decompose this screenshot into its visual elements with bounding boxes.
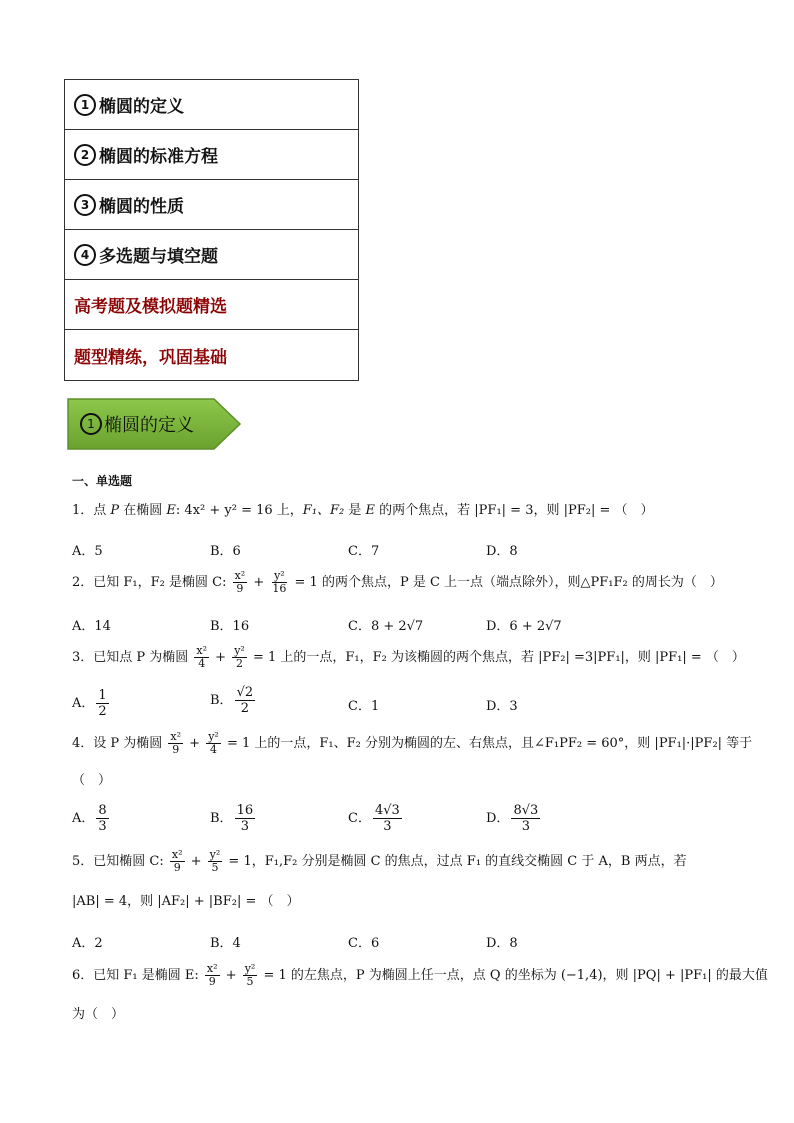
q5-text: = 1，F₁,F₂ 分别是椭圆 C 的焦点，过点 F₁ 的直线交椭圆 C 于 A，B 两点，若 — [224, 854, 687, 869]
plus-sign: + — [186, 854, 206, 869]
plus-sign: + — [185, 736, 205, 751]
toc-item-2[interactable] — [65, 130, 358, 180]
numerator: √2 — [236, 685, 254, 700]
q1-var: E — [166, 503, 176, 518]
option-letter: B． — [210, 693, 233, 708]
q5-option-d[interactable]: D．8 — [486, 936, 518, 951]
table-of-contents — [64, 79, 359, 381]
circled-number-icon: 4 — [74, 244, 96, 266]
q4-option-c[interactable] — [348, 803, 404, 834]
q1-text: 1．点 — [72, 503, 111, 518]
q3-option-a[interactable] — [72, 688, 111, 719]
numerator: 4√3 — [374, 803, 400, 818]
toc-item-label: 题型精练，巩固基础 — [74, 347, 227, 368]
q4-text: 4．设 P 为椭圆 — [72, 736, 167, 751]
numerator: y² — [244, 962, 256, 975]
q4-option-d[interactable] — [486, 803, 542, 834]
fraction — [270, 570, 288, 595]
fraction — [208, 849, 223, 874]
q5-option-c[interactable]: C．6 — [348, 936, 380, 951]
denominator: 5 — [246, 975, 254, 988]
plus-sign: + — [211, 650, 231, 665]
toc-item-1[interactable] — [65, 80, 358, 130]
q5-option-a[interactable]: A．2 — [72, 936, 103, 951]
fraction — [96, 803, 108, 834]
q1-var: P — [110, 503, 120, 518]
option-letter: A． — [72, 811, 95, 826]
section-banner — [66, 397, 242, 451]
circled-number-icon: 3 — [74, 194, 96, 216]
denominator: 3 — [240, 819, 249, 834]
toc-item-practice[interactable] — [65, 330, 358, 380]
question-2 — [72, 570, 723, 595]
circled-number-icon: 1 — [80, 413, 102, 435]
numerator: y² — [208, 730, 219, 743]
question-4 — [72, 731, 752, 756]
q4-text: = 1 上的一点，F₁、F₂ 分别为椭圆的左、右焦点，且∠F₁PF₂ = 60°，则 |PF₁|·|PF₂| 等于 — [222, 736, 753, 751]
numerator: x² — [170, 730, 182, 743]
q1-option-d[interactable]: D．8 — [486, 544, 518, 559]
denominator: 9 — [236, 582, 244, 595]
q3-text: = 1 上的一点，F₁，F₂ 为该椭圆的两个焦点，若 |PF₂| =3|PF₁|，则 |PF₁| = （ ） — [248, 650, 745, 665]
denominator: 2 — [98, 704, 107, 719]
toc-item-label: 多选题与填空题 — [99, 247, 218, 267]
q2-option-c[interactable]: C．8 + 2√7 — [348, 619, 424, 634]
q3-text: 3．已知点 P 为椭圆 — [72, 650, 193, 665]
q1-text: 在椭圆 — [119, 503, 167, 518]
denominator: 16 — [272, 582, 287, 595]
numerator: 8 — [98, 803, 107, 818]
fraction — [206, 731, 221, 756]
toc-item-label: 椭圆的性质 — [99, 197, 184, 217]
fraction — [235, 685, 256, 716]
toc-item-gaokao[interactable] — [65, 280, 358, 330]
q3-option-c[interactable]: C．1 — [348, 699, 380, 714]
banner-text: 椭圆的定义 — [104, 415, 194, 436]
numerator: y² — [234, 644, 245, 657]
q3-option-d[interactable]: D．3 — [486, 699, 518, 714]
fraction — [205, 963, 220, 988]
option-letter: C． — [348, 811, 371, 826]
denominator: 9 — [208, 975, 216, 988]
q2-option-d[interactable]: D．6 + 2√7 — [486, 619, 562, 634]
fraction — [168, 731, 183, 756]
q4-option-b[interactable] — [210, 803, 257, 834]
numerator: x² — [196, 644, 208, 657]
q1-option-c[interactable]: C．7 — [348, 544, 380, 559]
circled-number-icon: 2 — [74, 144, 96, 166]
q2-text: = 1 的两个焦点，P 是 C 上一点（端点除外），则△PF₁F₂ 的周长为（ ） — [290, 575, 723, 590]
denominator: 9 — [173, 861, 181, 874]
q2-option-a[interactable]: A．14 — [72, 619, 111, 634]
fraction — [232, 645, 247, 670]
toc-item-label: 椭圆的标准方程 — [99, 147, 218, 167]
q6-text: 6．已知 F₁ 是椭圆 E: — [72, 968, 203, 983]
q5-option-b[interactable]: B．4 — [210, 936, 241, 951]
numerator: 8√3 — [513, 803, 539, 818]
q1-text: : 4x² + y² = 16 上， — [175, 503, 303, 518]
q6-text: = 1 的左焦点，P 为椭圆上任一点，点 Q 的坐标为 (−1,4)，则 |PQ| + |PF₁| 的最大值 — [259, 968, 768, 983]
q3-option-b[interactable] — [210, 685, 257, 716]
numerator: y² — [274, 569, 285, 582]
question-5 — [72, 849, 687, 874]
toc-item-label: 椭圆的定义 — [99, 97, 184, 117]
denominator: 2 — [240, 701, 249, 716]
toc-item-4[interactable] — [65, 230, 358, 280]
denominator: 4 — [210, 743, 218, 756]
toc-item-label: 高考题及模拟题精选 — [74, 297, 227, 317]
q4-option-a[interactable] — [72, 803, 111, 834]
q2-option-b[interactable]: B．16 — [210, 619, 250, 634]
q1-text: 的两个焦点，若 |PF₁| = 3，则 |PF₂| = （ ） — [375, 503, 654, 518]
fraction — [170, 849, 185, 874]
fraction — [511, 803, 540, 834]
circled-number-icon: 1 — [74, 94, 96, 116]
q1-var: F₁、F₂ — [302, 503, 345, 518]
denominator: 3 — [98, 819, 107, 834]
q2-text: 2．已知 F₁，F₂ 是椭圆 C: — [72, 575, 231, 590]
question-6-cont: 为（ ） — [72, 1007, 125, 1022]
question-1 — [72, 502, 654, 520]
fraction — [373, 803, 402, 834]
fraction — [243, 963, 258, 988]
q5-text: 5．已知椭圆 C: — [72, 854, 168, 869]
numerator: y² — [209, 848, 221, 861]
fraction — [233, 570, 248, 595]
banner-label — [80, 411, 194, 437]
fraction — [96, 688, 108, 719]
q1-option-a[interactable]: A．5 — [72, 544, 103, 559]
numerator: x² — [171, 848, 183, 861]
numerator: 1 — [98, 688, 107, 703]
denominator: 3 — [521, 819, 530, 834]
numerator: x² — [206, 962, 218, 975]
question-3 — [72, 645, 745, 670]
q1-var: E — [365, 503, 376, 518]
denominator: 4 — [198, 657, 206, 670]
fraction — [194, 645, 209, 670]
option-letter: D． — [486, 811, 510, 826]
question-5-cont: |AB| = 4，则 |AF₂| + |BF₂| = （ ） — [72, 894, 300, 909]
denominator: 5 — [211, 861, 219, 874]
numerator: 16 — [236, 803, 254, 818]
denominator: 3 — [383, 819, 392, 834]
plus-sign: + — [221, 968, 241, 983]
plus-sign: + — [249, 575, 269, 590]
numerator: x² — [234, 569, 246, 582]
toc-item-3[interactable] — [65, 180, 358, 230]
fraction — [235, 803, 256, 834]
section-title: 一、单选题 — [72, 474, 133, 488]
denominator: 9 — [172, 743, 180, 756]
option-letter: B． — [210, 811, 233, 826]
denominator: 2 — [236, 657, 244, 670]
question-4-cont: （ ） — [72, 773, 112, 788]
q1-text: 是 — [344, 503, 366, 518]
q1-option-b[interactable]: B．6 — [210, 544, 241, 559]
question-6 — [72, 963, 768, 988]
option-letter: A． — [72, 696, 95, 711]
